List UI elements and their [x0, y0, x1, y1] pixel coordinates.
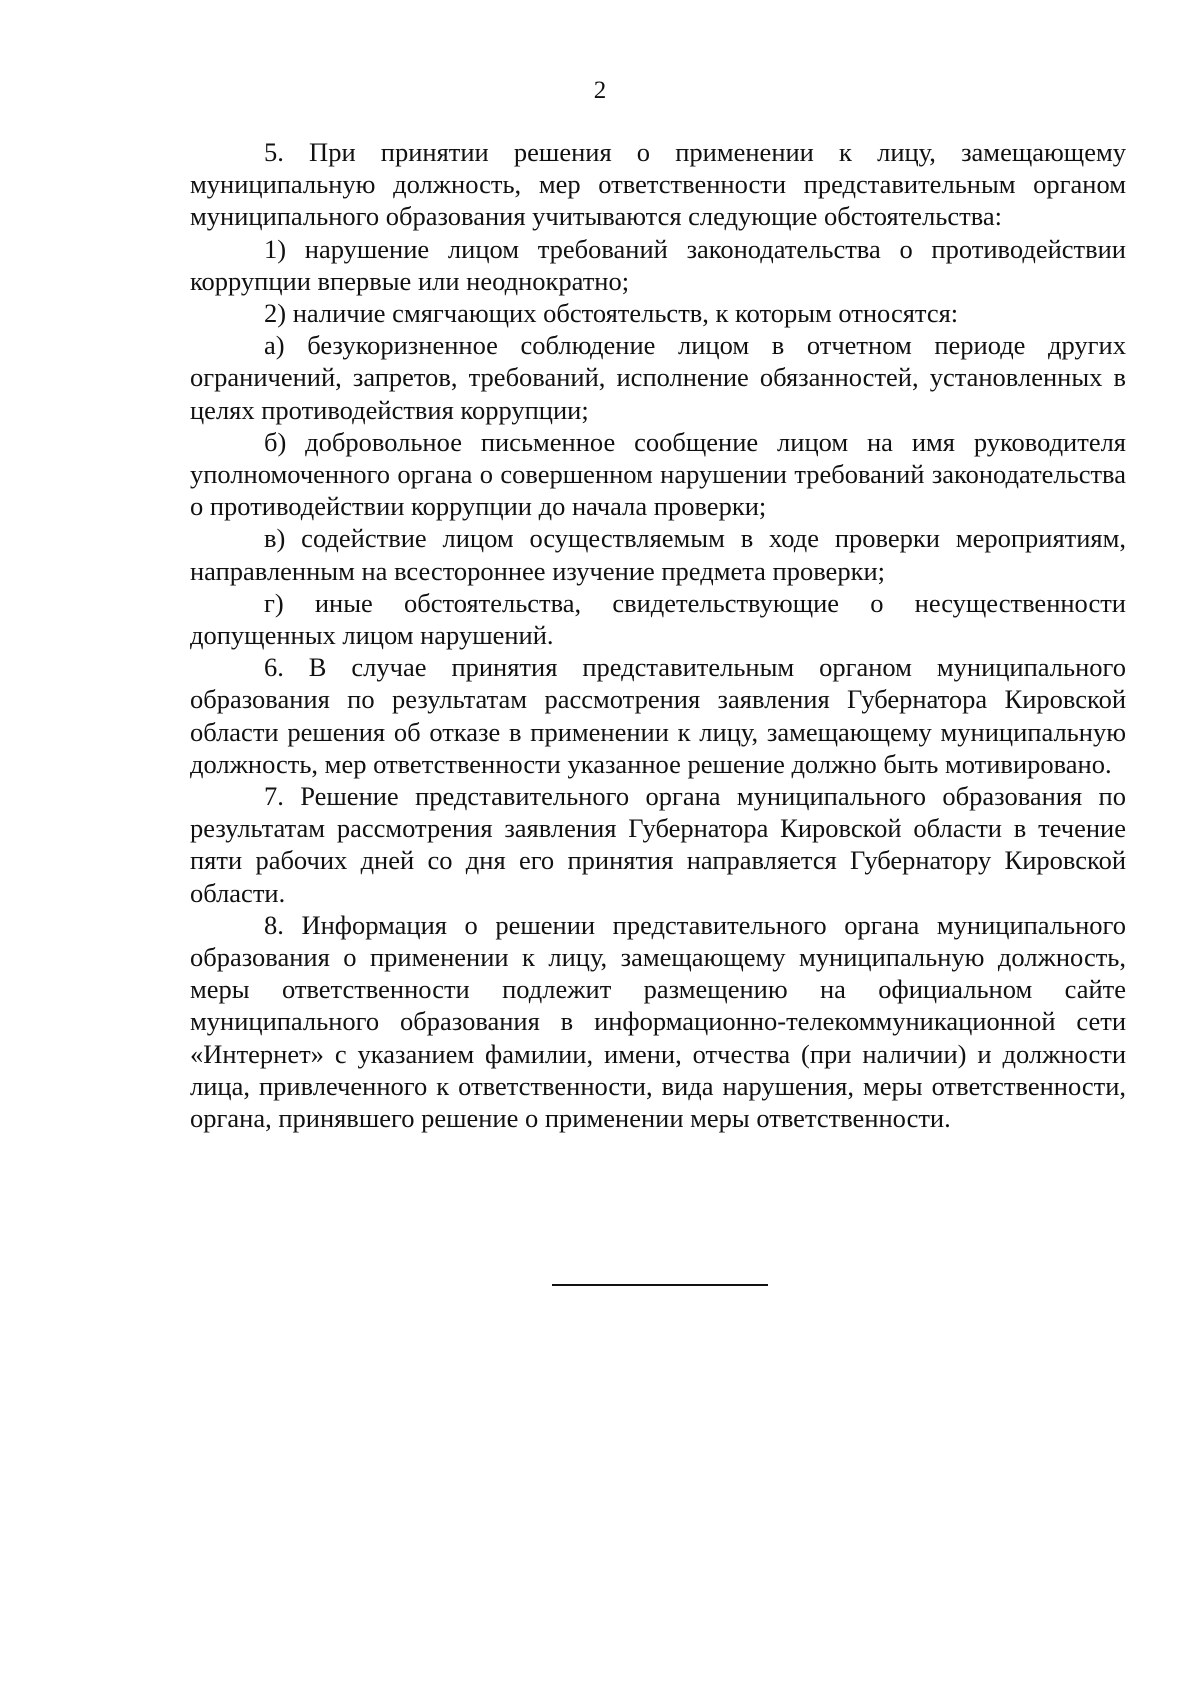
subitem-g-other-circumstances: г) иные обстоятельства, свидетельствующие о несущественности допущенных лицом нарушений. [190, 587, 1126, 651]
page-number: 2 [593, 77, 607, 104]
subitem-v-assistance: в) содействие лицом осуществляемым в ходе проверки мероприятиям, направленным на всестороннее изучение предмета проверки; [190, 523, 1126, 586]
subitem-2-mitigating-circumstances: 2) наличие смягчающих обстоятельств, к которым относятся: [264, 298, 959, 329]
subitem-b-voluntary-report: б) добровольное письменное сообщение лицом на имя руководителя уполномоченного органа о совершенном нарушении требований законодательства о противодействии коррупции до начала проверки; [190, 426, 1126, 522]
subitem-a-compliance: а) безукоризненное соблюдение лицом в отчетном периоде других ограничений, запретов, требований, исполнение обязанностей, установленных в целях противодействия коррупции; [190, 330, 1126, 425]
document-body [190, 136, 1126, 1134]
paragraph-item-5: 5. При принятии решения о применении к лицу, замещающему муниципальную должность, мер ответственности представительным органом муниципального образования учитываются следующие обстоятельства: [190, 137, 1126, 232]
paragraph-item-6: 6. В случае принятия представительным органом муниципального образования по результатам рассмотрения заявления Губернатора Кировской области решения об отказе в применении к лицу, замещающему муниципальную должность, мер ответственности указанное решение должно быть мотивировано. [190, 652, 1126, 779]
closing-divider [552, 1284, 768, 1286]
paragraph-item-8: 8. Информация о решении представительного органа муниципального образования о применении к лицу, замещающему муниципальную должность, меры ответственности подлежит размещению на официальном сайте муниципального образования в информационно-телекоммуникационной сети «Интернет» с указанием фамилии, имени, отчества (при наличии) и должности лица, привлеченного к ответственности, вида нарушения, меры ответственности, органа, принявшего решение о применении меры ответственности. [190, 909, 1126, 1134]
paragraph-item-7: 7. Решение представительного органа муниципального образования по результатам рассмотрения заявления Губернатора Кировской области в течение пяти рабочих дней со дня его принятия направляется Губернатору Кировской области. [190, 781, 1126, 908]
subitem-1-first-violation: 1) нарушение лицом требований законодательства о противодействии коррупции впервые или неоднократно; [190, 233, 1126, 296]
